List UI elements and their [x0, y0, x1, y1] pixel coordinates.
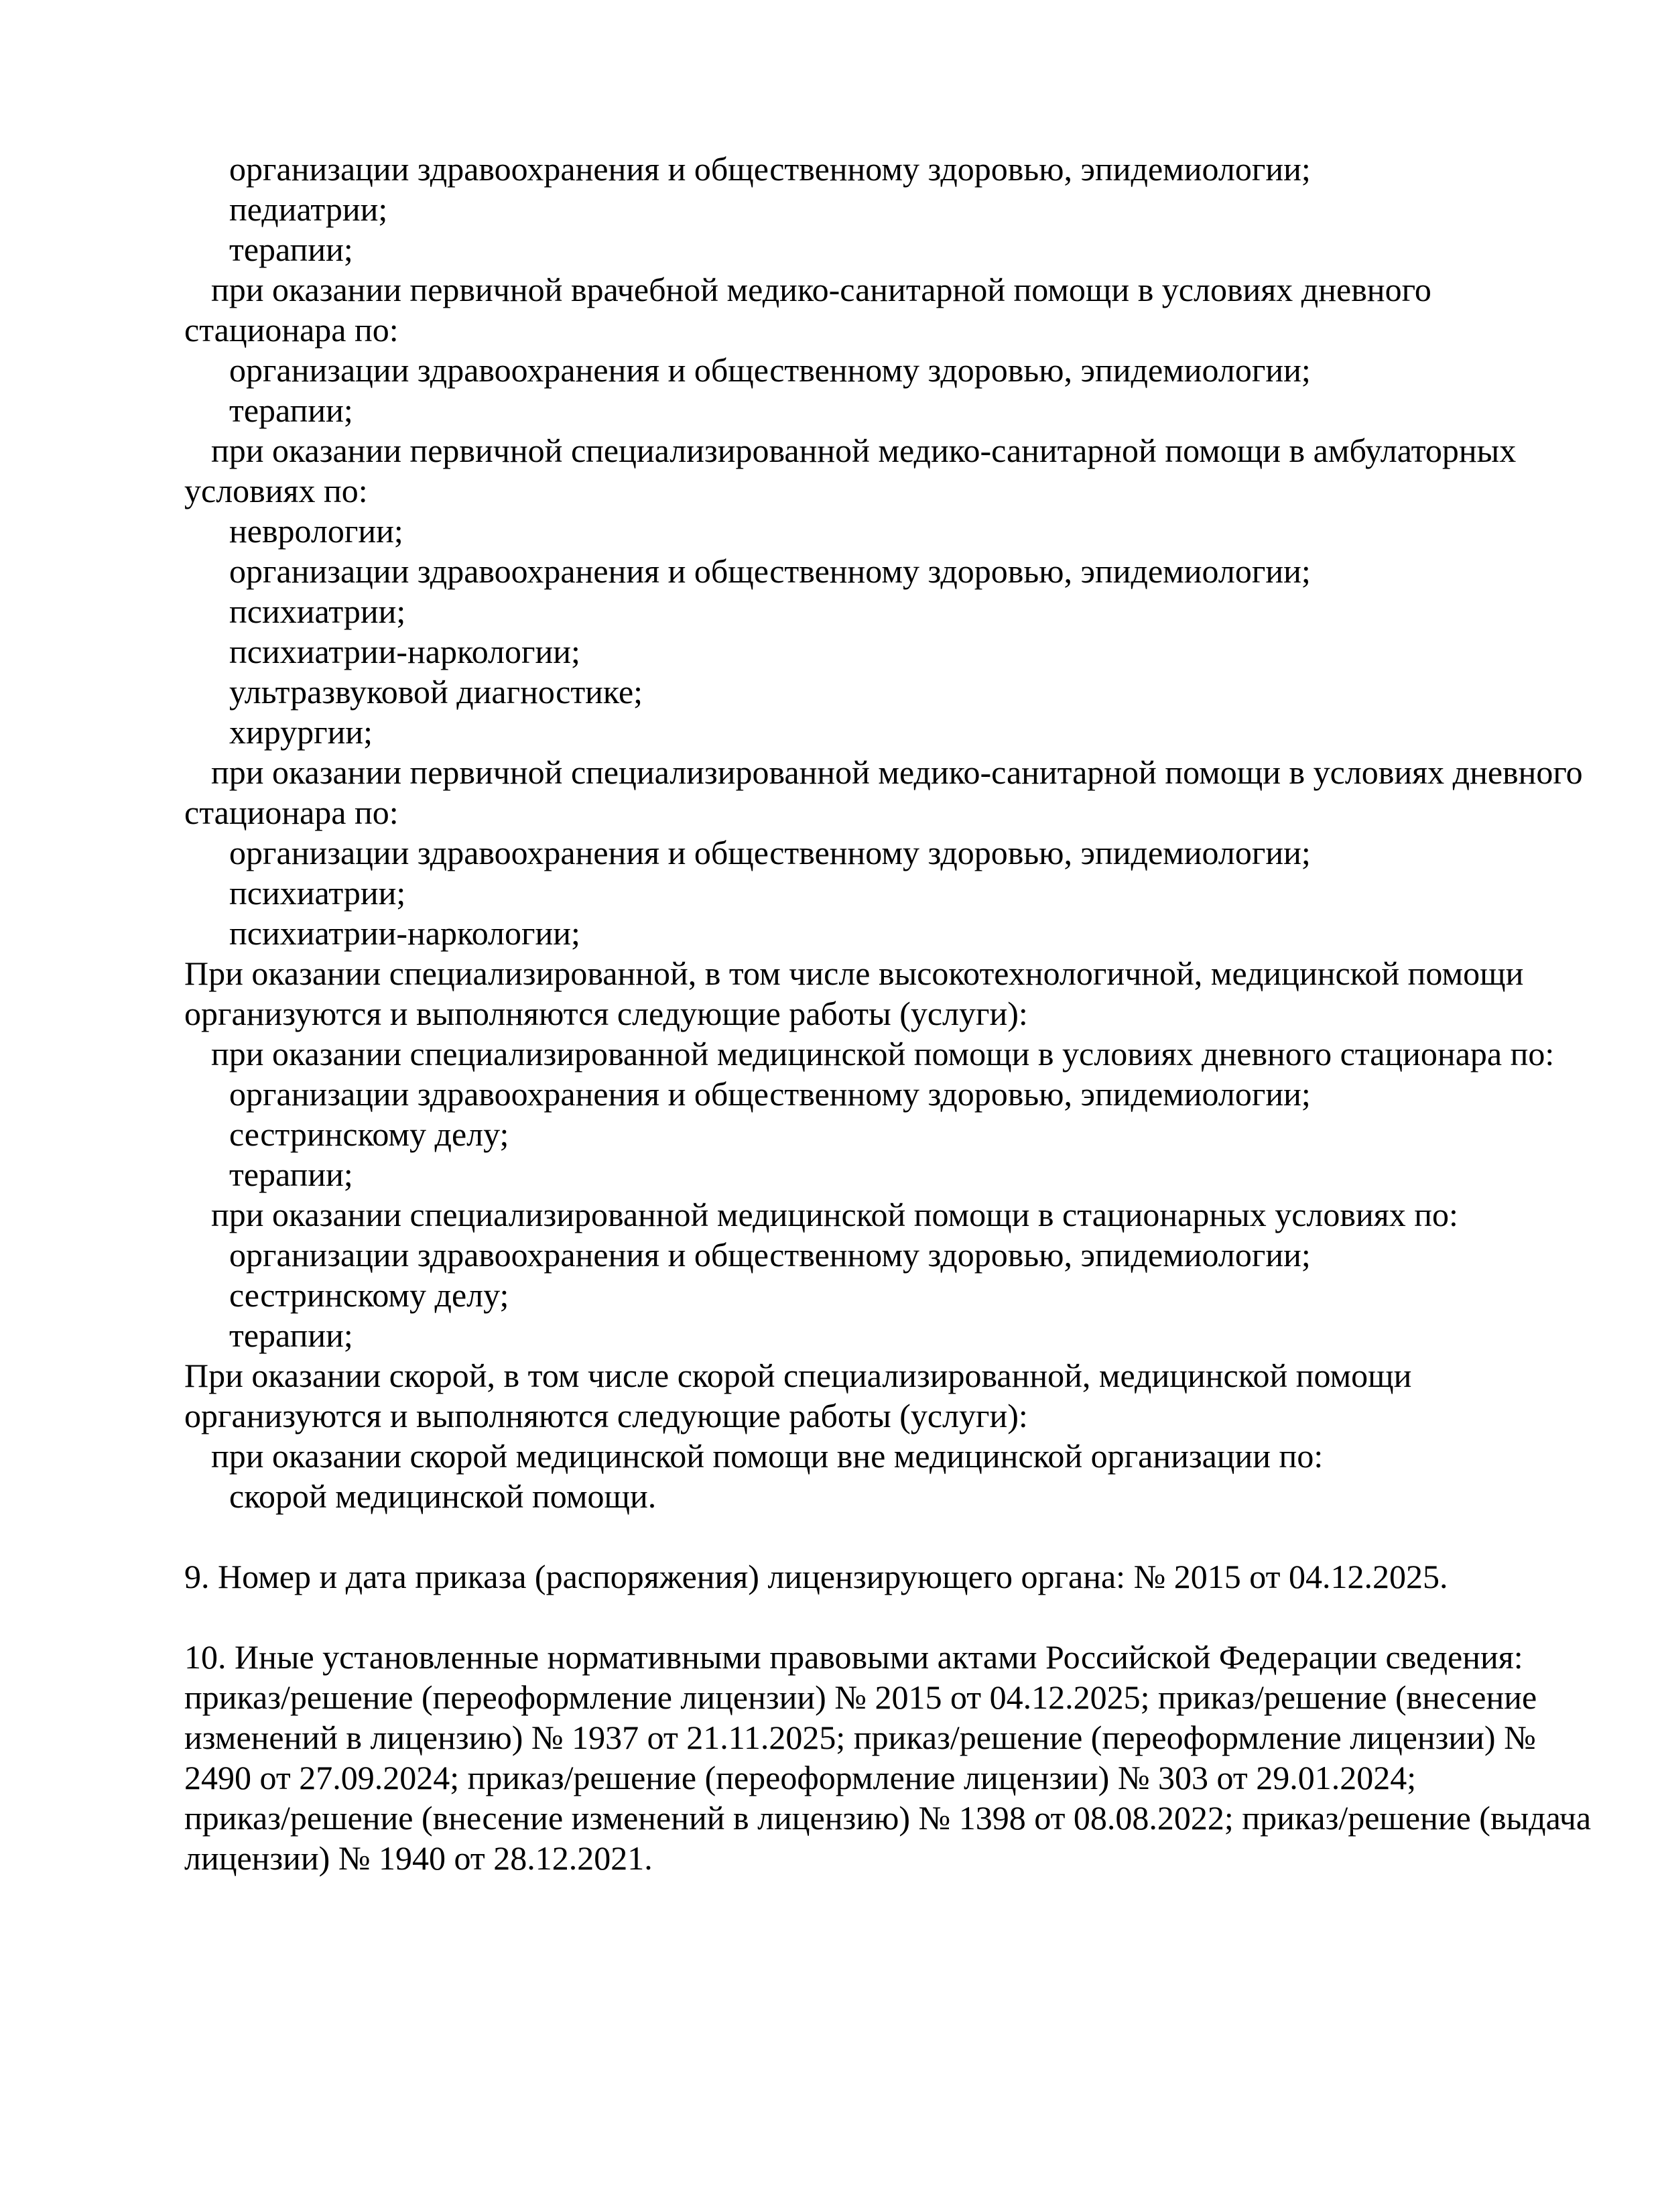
text-line: при оказании первичной специализированной медико-санитарной помощи в амбулаторных [211, 432, 1517, 469]
text-line: приказ/решение (внесение изменений в лицензию) № 1398 от 08.08.2022; приказ/решение (выдача [184, 1799, 1592, 1837]
text-line: стационара по: [184, 311, 399, 349]
text-line: При оказании специализированной, в том числе высокотехнологичной, медицинской помощи [184, 955, 1524, 992]
text-line: При оказании скорой, в том числе скорой специализированной, медицинской помощи [184, 1357, 1412, 1394]
text-line: ультразвуковой диагностике; [229, 673, 643, 711]
text-line: организации здравоохранения и общественному здоровью, эпидемиологии; [229, 834, 1311, 871]
text-line: организации здравоохранения и общественному здоровью, эпидемиологии; [229, 1236, 1311, 1274]
text-line: организации здравоохранения и общественному здоровью, эпидемиологии; [229, 552, 1311, 590]
text-line: приказ/решение (переоформление лицензии) № 2015 от 04.12.2025; приказ/решение (внесение [184, 1678, 1537, 1716]
text-line: сестринскому делу; [229, 1115, 509, 1153]
text-line: 2490 от 27.09.2024; приказ/решение (переоформление лицензии) № 303 от 29.01.2024; [184, 1759, 1417, 1796]
text-line: организуются и выполняются следующие работы (услуги): [184, 1397, 1028, 1434]
text-line: лицензии) № 1940 от 28.12.2021. [184, 1839, 653, 1877]
text-line: терапии; [229, 1316, 353, 1354]
text-line: стационара по: [184, 794, 399, 831]
text-line: организации здравоохранения и общественному здоровью, эпидемиологии; [229, 351, 1311, 389]
text-line: хирургии; [229, 713, 373, 751]
text-line: 9. Номер и дата приказа (распоряжения) лицензирующего органа: № 2015 от 04.12.2025. [184, 1558, 1448, 1595]
text-line: 10. Иные установленные нормативными правовыми актами Российской Федерации сведения: [184, 1638, 1523, 1676]
text-line: терапии; [229, 391, 353, 429]
blank-line [184, 1597, 1591, 1637]
text-line: организуются и выполняются следующие работы (услуги): [184, 995, 1028, 1032]
text-line: при оказании специализированной медицинской помощи в условиях дневного стационара по: [211, 1035, 1555, 1072]
text-line: организации здравоохранения и общественному здоровью, эпидемиологии; [229, 1075, 1311, 1113]
text-line: психиатрии; [229, 874, 406, 912]
text-line: при оказании первичной специализированной медико-санитарной помощи в условиях дневного [211, 753, 1583, 791]
text-line: сестринскому делу; [229, 1276, 509, 1314]
blank-line [184, 1516, 1591, 1556]
text-line: неврологии; [229, 512, 403, 550]
text-line: изменений в лицензию) № 1937 от 21.11.2025; приказ/решение (переоформление лицензии) № [184, 1719, 1536, 1756]
text-line: при оказании специализированной медицинской помощи в стационарных условиях по: [211, 1196, 1458, 1233]
text-line: педиатрии; [229, 190, 388, 228]
text-line: терапии; [229, 1156, 353, 1193]
text-line: скорой медицинской помощи. [229, 1477, 657, 1515]
text-line: психиатрии-наркологии; [229, 914, 580, 952]
text-line: условиях по: [184, 472, 368, 509]
text-line: психиатрии; [229, 593, 406, 630]
text-line: при оказании скорой медицинской помощи вне медицинской организации по: [211, 1437, 1324, 1475]
document-body [184, 149, 1591, 1878]
text-line: психиатрии-наркологии; [229, 633, 580, 670]
text-line: при оказании первичной врачебной медико-санитарной помощи в условиях дневного [211, 271, 1431, 308]
text-line: организации здравоохранения и общественному здоровью, эпидемиологии; [229, 150, 1311, 188]
text-line: терапии; [229, 231, 353, 268]
